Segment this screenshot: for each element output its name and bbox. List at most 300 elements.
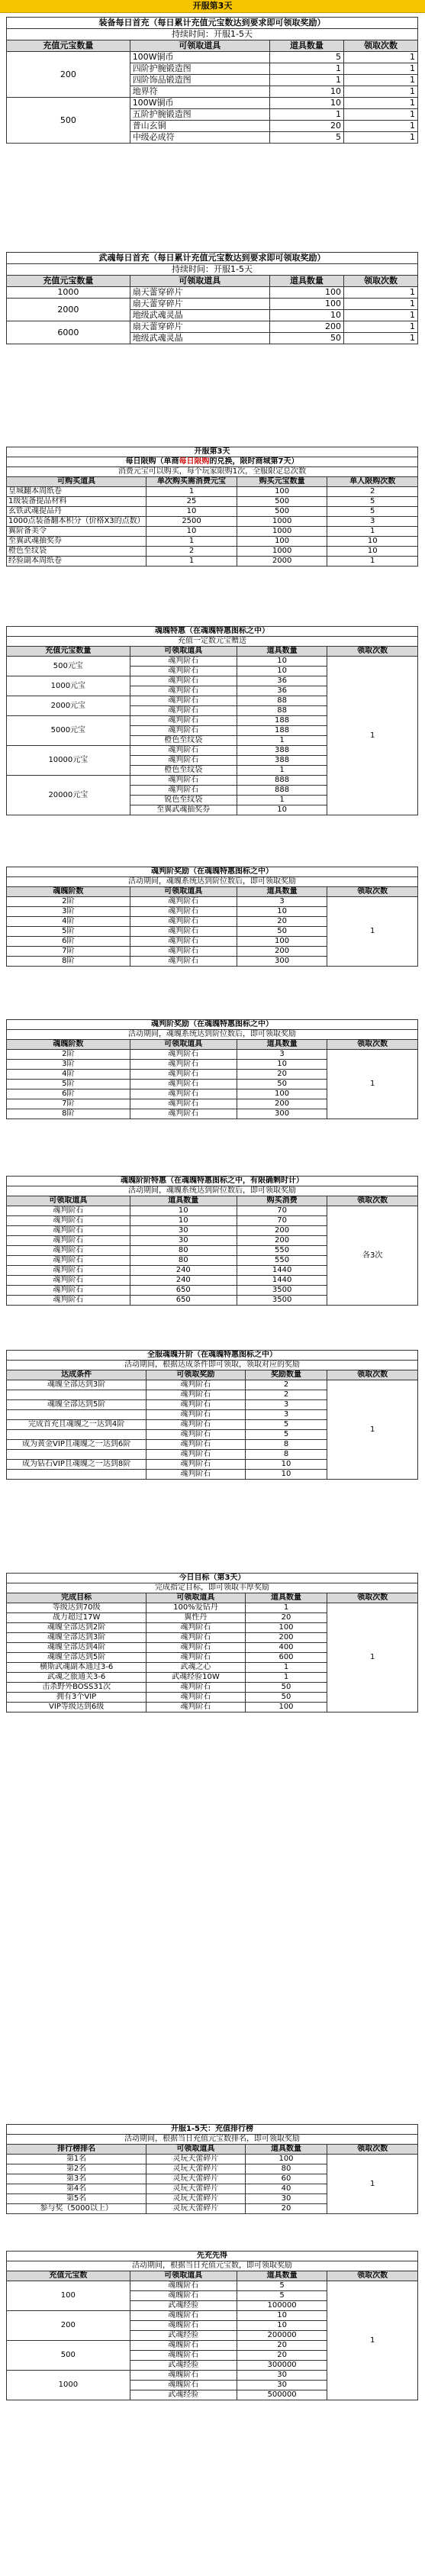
times-cell: 1 xyxy=(343,333,417,344)
times-cell: 各3次 xyxy=(327,1206,418,1306)
item-cell: 中级必成符 xyxy=(130,132,269,144)
col-header: 可购买道具 xyxy=(7,477,146,487)
limit-cell: 3 xyxy=(327,517,418,527)
price-cell: 1 xyxy=(146,487,237,497)
col-b-cell: 10 xyxy=(130,1206,237,1216)
col-a-cell: 第3名 xyxy=(7,2174,146,2184)
section-title: 魂魄特惠（在魂魄特惠图标之中） xyxy=(7,627,418,637)
item-cell: 魂魄阶石 xyxy=(130,2351,237,2361)
qty-cell: 500000 xyxy=(237,2390,327,2400)
amount-cell: 500 xyxy=(7,98,130,144)
amount-cell: 1000 xyxy=(7,287,130,299)
times-cell: 1 xyxy=(327,657,418,815)
item-cell: 魂判阶石 xyxy=(130,706,237,716)
qty-cell: 5 xyxy=(269,52,343,63)
times-cell: 1 xyxy=(343,109,417,121)
item-cell: 五阶护腕锻造图 xyxy=(130,109,269,121)
qty-cell: 10 xyxy=(237,657,327,667)
col-header: 领取次数 xyxy=(327,2145,418,2155)
col-header: 道具数量 xyxy=(245,2145,327,2155)
col-c-cell: 70 xyxy=(237,1216,327,1226)
top-title-bar xyxy=(0,0,425,13)
qty-cell: 10 xyxy=(237,805,327,815)
item-cell: 100W铜币 xyxy=(130,52,269,63)
table-row xyxy=(7,487,418,497)
col-c-cell: 1 xyxy=(245,1603,327,1613)
price-cell: 10 xyxy=(146,527,237,537)
price-cell: 2500 xyxy=(146,517,237,527)
table-row xyxy=(7,657,418,667)
item-cell: 1000点装备翻本积分（价格X3的点数） xyxy=(7,517,146,527)
server-upgrade-table xyxy=(6,1350,418,1480)
col-c-cell: 10 xyxy=(245,1460,327,1470)
amount-cell: 2000 xyxy=(7,299,130,321)
col-c-cell: 3 xyxy=(237,897,327,907)
table-row xyxy=(7,2281,418,2291)
col-b-cell: 灵玩天蕾碎片 xyxy=(146,2155,245,2164)
col-b-cell: 魂判阶石 xyxy=(130,1109,237,1119)
amount-cell: 10000元宝 xyxy=(7,746,130,776)
col-b-cell: 灵玩天蕾碎片 xyxy=(146,2164,245,2174)
table-row xyxy=(7,547,418,557)
col-a-cell: 魂魄全部达到5阶 xyxy=(7,1653,146,1663)
col-header: 领取次数 xyxy=(327,2271,418,2281)
qty-cell: 1 xyxy=(269,109,343,121)
item-cell: 玄铁武魂提品丹 xyxy=(7,507,146,517)
section-subtitle: 每日限购（单商每日限购的兑换，限时商城第7天） xyxy=(7,457,418,467)
col-a-cell: 第4名 xyxy=(7,2184,146,2194)
col-b-cell: 650 xyxy=(130,1296,237,1306)
section-title: 武魂每日首充（每日累计充值元宝数达到要求即可领取奖励） xyxy=(7,253,418,264)
qty-cell: 1 xyxy=(237,796,327,805)
col-a-cell: 6阶 xyxy=(7,937,130,947)
col-header: 达成条件 xyxy=(7,1370,146,1380)
col-b-cell: 魂判阶石 xyxy=(146,1703,245,1712)
col-c-cell: 200 xyxy=(237,1099,327,1109)
amount-cell: 200 xyxy=(7,52,130,98)
amount-cell: 1000 xyxy=(7,2371,130,2400)
col-c-cell: 30 xyxy=(245,2194,327,2204)
section-title: 开服1-5天：充值排行榜 xyxy=(7,2125,418,2135)
amount-cell: 100 xyxy=(237,487,327,497)
qty-cell: 10 xyxy=(269,310,343,321)
col-b-cell: 魂判阶石 xyxy=(146,1643,245,1653)
qty-cell: 100000 xyxy=(237,2301,327,2311)
amount-cell: 500 xyxy=(7,2341,130,2371)
qty-cell: 10 xyxy=(269,86,343,98)
col-header: 可领取道具 xyxy=(146,1593,245,1603)
col-c-cell: 20 xyxy=(237,917,327,927)
col-a-cell: 第5名 xyxy=(7,2194,146,2204)
col-c-cell: 80 xyxy=(245,2164,327,2174)
item-cell: 100W铜币 xyxy=(130,98,269,109)
amount-cell: 100 xyxy=(7,2281,130,2311)
col-a-cell: VIP等级达到6级 xyxy=(7,1703,146,1712)
col-b-cell: 80 xyxy=(130,1256,237,1266)
col-b-cell: 翼性丹 xyxy=(146,1613,245,1623)
col-c-cell: 3 xyxy=(245,1400,327,1410)
col-b-cell: 100%爱钻丹 xyxy=(146,1603,245,1613)
col-b-cell: 魂判阶石 xyxy=(130,917,237,927)
col-c-cell: 20 xyxy=(237,1070,327,1080)
col-b-cell: 魂判阶石 xyxy=(130,947,237,957)
times-cell: 1 xyxy=(327,1050,418,1119)
table-row xyxy=(7,507,418,517)
col-header: 道具数量 xyxy=(237,2271,327,2281)
col-c-cell: 10 xyxy=(245,1470,327,1480)
col-c-cell: 1 xyxy=(245,1673,327,1683)
col-header: 领取次数 xyxy=(343,276,417,287)
col-c-cell: 8 xyxy=(245,1450,327,1460)
col-a-cell: 6阶 xyxy=(7,1089,130,1099)
qty-cell: 5 xyxy=(237,2291,327,2301)
item-cell: 魂魄阶石 xyxy=(130,2381,237,2390)
col-a-cell: 第1名 xyxy=(7,2155,146,2164)
table-row xyxy=(7,1206,418,1216)
col-b-cell: 魂判阶石 xyxy=(130,897,237,907)
section-title: 魂判阶奖励（在魂魄特惠图标之中） xyxy=(7,1020,418,1030)
col-b-cell: 240 xyxy=(130,1266,237,1276)
col-header: 可领取道具 xyxy=(130,2271,237,2281)
col-c-cell: 60 xyxy=(245,2174,327,2184)
price-cell: 2 xyxy=(146,547,237,557)
item-cell: 四阶饰品锻造图 xyxy=(130,75,269,86)
item-cell: 魂魄阶石 xyxy=(130,2321,237,2331)
col-c-cell: 3500 xyxy=(237,1286,327,1296)
item-cell: 四阶护腕锻造图 xyxy=(130,63,269,75)
col-a-cell xyxy=(7,1430,146,1440)
item-cell: 魂判阶石 xyxy=(130,657,237,667)
section-note: 活动期间，根据当日充值元宝数，即可领取奖励 xyxy=(7,2261,418,2271)
amount-cell: 500 xyxy=(237,507,327,517)
item-cell: 魂判阶石 xyxy=(130,686,237,696)
col-header: 领取次数 xyxy=(327,1040,418,1050)
section-title: 今日目标（第3天） xyxy=(7,1574,418,1583)
qty-cell: 36 xyxy=(237,676,327,686)
col-a-cell: 4阶 xyxy=(7,917,130,927)
times-cell: 1 xyxy=(343,52,417,63)
col-a-cell: 成为黄金VIP且魂魄之一达到6阶 xyxy=(7,1440,146,1450)
col-header: 魂魄阶数 xyxy=(7,887,130,897)
section-title: 装备每日首充（每日累计充值元宝数达到要求即可领取奖励） xyxy=(7,18,418,29)
col-b-cell: 武魂之心 xyxy=(146,1663,245,1673)
col-a-cell: 成为钻石VIP且魂魄之一达到8阶 xyxy=(7,1460,146,1470)
limit-cell: 5 xyxy=(327,507,418,517)
col-header: 单次购买需消费元宝 xyxy=(146,477,237,487)
col-a-cell xyxy=(7,1410,146,1420)
col-a-cell: 8阶 xyxy=(7,1109,130,1119)
section-note: 活动期间，根据当日充值元宝数排名，即可领取奖励 xyxy=(7,2135,418,2145)
item-cell: 至翼武魂抽奖券 xyxy=(7,537,146,547)
col-a-cell: 魂判阶石 xyxy=(7,1256,130,1266)
item-cell: 魂判阶石 xyxy=(130,746,237,756)
col-c-cell: 2 xyxy=(245,1390,327,1400)
price-cell: 1 xyxy=(146,537,237,547)
col-c-cell: 5 xyxy=(245,1430,327,1440)
section-note: 活动期间，根据达成条件即可领取，领取对应的奖励 xyxy=(7,1361,418,1370)
times-cell: 1 xyxy=(327,2155,418,2214)
col-b-cell: 魂判阶石 xyxy=(146,1683,245,1693)
col-a-cell xyxy=(7,1450,146,1460)
qty-cell: 88 xyxy=(237,696,327,706)
col-header: 道具数量 xyxy=(245,1593,327,1603)
col-c-cell: 550 xyxy=(237,1256,327,1266)
qty-cell: 888 xyxy=(237,786,327,796)
times-cell: 1 xyxy=(343,121,417,132)
qty-cell: 1 xyxy=(269,75,343,86)
qty-cell: 1 xyxy=(237,736,327,746)
times-cell: 1 xyxy=(343,287,417,299)
col-b-cell: 魂判阶石 xyxy=(130,1080,237,1089)
section-note: 活动期间，魂魄系统达到阶位数后，即可领取奖励 xyxy=(7,1186,418,1196)
col-header: 道具数量 xyxy=(269,40,343,52)
col-b-cell: 魂判阶石 xyxy=(146,1653,245,1663)
col-b-cell: 魂判阶石 xyxy=(146,1400,245,1410)
first-come-table xyxy=(6,2251,418,2400)
item-cell: 武魂经验 xyxy=(130,2390,237,2400)
col-a-cell: 魂判阶石 xyxy=(7,1226,130,1236)
section-title: 魂判阶奖励（在魂魄特惠图标之中） xyxy=(7,867,418,877)
col-c-cell: 200 xyxy=(237,947,327,957)
qty-cell: 20 xyxy=(269,121,343,132)
item-cell: 魂判阶石 xyxy=(130,786,237,796)
hunpo-special-table xyxy=(6,626,418,815)
col-b-cell: 魂判阶石 xyxy=(146,1380,245,1390)
item-cell: 魂魄阶石 xyxy=(130,2311,237,2321)
col-header: 道具数量 xyxy=(237,1040,327,1050)
col-c-cell: 600 xyxy=(245,1653,327,1663)
table-row xyxy=(7,537,418,547)
hunpo-stage-table-2 xyxy=(6,1019,418,1119)
col-c-cell: 100 xyxy=(245,1623,327,1633)
col-a-cell: 3阶 xyxy=(7,907,130,917)
times-cell: 1 xyxy=(327,897,418,967)
col-a-cell: 等级达到70级 xyxy=(7,1603,146,1613)
col-c-cell: 200 xyxy=(237,1236,327,1246)
item-cell: 扇天蕾穿碎片 xyxy=(130,287,269,299)
section-note: 活动期间，魂魄系统达到阶位数后，即可领取奖励 xyxy=(7,1030,418,1040)
col-header: 充值元宝数 xyxy=(7,2271,130,2281)
times-cell: 1 xyxy=(343,98,417,109)
col-header: 购买消费 xyxy=(237,1196,327,1206)
item-cell: 1级装备提品材料 xyxy=(7,497,146,507)
col-c-cell: 1 xyxy=(245,1663,327,1673)
qty-cell: 20 xyxy=(237,2341,327,2351)
col-c-cell: 50 xyxy=(245,1683,327,1693)
table-row xyxy=(7,1603,418,1613)
col-b-cell: 650 xyxy=(130,1286,237,1296)
col-b-cell: 240 xyxy=(130,1276,237,1286)
item-cell: 魂魄阶石 xyxy=(130,2291,237,2301)
col-b-cell: 魂判阶石 xyxy=(130,1089,237,1099)
col-b-cell: 魂判阶石 xyxy=(146,1623,245,1633)
col-header: 可领取道具 xyxy=(130,647,237,657)
col-c-cell: 100 xyxy=(237,937,327,947)
col-b-cell: 魂判阶石 xyxy=(130,927,237,937)
col-a-cell: 5阶 xyxy=(7,927,130,937)
col-c-cell: 100 xyxy=(245,1703,327,1712)
col-a-cell xyxy=(7,1470,146,1480)
col-header: 领取次数 xyxy=(327,1196,418,1206)
col-b-cell: 魂判阶石 xyxy=(130,1060,237,1070)
col-c-cell: 40 xyxy=(245,2184,327,2194)
col-header: 可领取道具 xyxy=(130,887,237,897)
col-b-cell: 魂判阶石 xyxy=(146,1440,245,1450)
col-header: 领取次数 xyxy=(327,887,418,897)
col-header: 排行榜排名 xyxy=(7,2145,146,2155)
col-c-cell: 20 xyxy=(245,1613,327,1623)
col-header: 充值元宝数量 xyxy=(7,647,130,657)
table-row xyxy=(7,517,418,527)
col-c-cell: 50 xyxy=(245,1693,327,1703)
qty-cell: 5 xyxy=(269,132,343,144)
limit-cell: 2 xyxy=(327,487,418,497)
col-b-cell: 10 xyxy=(130,1216,237,1226)
col-a-cell: 魂判阶石 xyxy=(7,1266,130,1276)
qty-cell: 10 xyxy=(237,667,327,676)
col-c-cell: 3 xyxy=(237,1050,327,1060)
times-cell: 1 xyxy=(343,321,417,333)
col-c-cell: 550 xyxy=(237,1246,327,1256)
col-c-cell: 8 xyxy=(245,1440,327,1450)
col-c-cell: 1440 xyxy=(237,1266,327,1276)
col-c-cell: 300 xyxy=(237,1109,327,1119)
col-c-cell: 400 xyxy=(245,1643,327,1653)
col-b-cell: 魂判阶石 xyxy=(130,1050,237,1060)
item-cell: 魂判阶石 xyxy=(130,756,237,766)
col-b-cell: 魂判阶石 xyxy=(130,1099,237,1109)
table-row xyxy=(7,497,418,507)
item-cell: 武魂经验 xyxy=(130,2301,237,2311)
col-b-cell: 灵玩天蕾碎片 xyxy=(146,2194,245,2204)
col-c-cell: 3 xyxy=(245,1410,327,1420)
equip-first-charge-table xyxy=(6,17,418,144)
qty-cell: 888 xyxy=(237,776,327,786)
col-b-cell: 魂判阶石 xyxy=(146,1420,245,1430)
amount-cell: 1000 xyxy=(237,527,327,537)
table-row xyxy=(7,1380,418,1390)
col-a-cell: 魂判阶石 xyxy=(7,1206,130,1216)
amount-cell: 2000 xyxy=(237,557,327,567)
col-a-cell: 魂判阶石 xyxy=(7,1286,130,1296)
qty-cell: 10 xyxy=(237,2311,327,2321)
col-a-cell: 魂魄全部达到4阶 xyxy=(7,1643,146,1653)
item-cell: 至翼武魂抽奖券 xyxy=(130,805,237,815)
times-cell: 1 xyxy=(343,132,417,144)
qty-cell: 100 xyxy=(269,299,343,310)
col-b-cell: 魂判阶石 xyxy=(130,1070,237,1080)
qty-cell: 300000 xyxy=(237,2361,327,2371)
times-cell: 1 xyxy=(343,310,417,321)
qty-cell: 188 xyxy=(237,726,327,736)
col-b-cell: 80 xyxy=(130,1246,237,1256)
price-cell: 10 xyxy=(146,507,237,517)
item-cell: 武魂经验 xyxy=(130,2331,237,2341)
col-c-cell: 20 xyxy=(245,2204,327,2214)
item-cell: 魂魄阶石 xyxy=(130,2371,237,2381)
col-header: 可领取奖励 xyxy=(146,1370,245,1380)
col-b-cell: 灵玩天蕾碎片 xyxy=(146,2204,245,2214)
times-cell: 1 xyxy=(327,1603,418,1712)
table-row xyxy=(7,527,418,537)
amount-cell: 6000 xyxy=(7,321,130,344)
col-b-cell: 30 xyxy=(130,1226,237,1236)
qty-cell: 388 xyxy=(237,746,327,756)
col-header: 道具数量 xyxy=(237,647,327,657)
col-header: 单人限购次数 xyxy=(327,477,418,487)
section-title: 全服魂魄升阶（在魂魄特惠图标之中） xyxy=(7,1351,418,1361)
times-cell: 1 xyxy=(327,2281,418,2400)
qty-cell: 10 xyxy=(237,2321,327,2331)
amount-cell: 500 xyxy=(237,497,327,507)
col-a-cell: 2阶 xyxy=(7,897,130,907)
col-header: 道具数量 xyxy=(130,1196,237,1206)
col-b-cell: 魂判阶石 xyxy=(146,1410,245,1420)
times-cell: 1 xyxy=(343,75,417,86)
col-c-cell: 100 xyxy=(237,1089,327,1099)
col-header: 可领取道具 xyxy=(130,1040,237,1050)
times-cell: 1 xyxy=(343,63,417,75)
col-a-cell: 7阶 xyxy=(7,1099,130,1109)
times-cell: 1 xyxy=(327,1380,418,1480)
item-cell: 魂判阶石 xyxy=(130,776,237,786)
item-cell: 橙色至纹袋 xyxy=(7,547,146,557)
col-b-cell: 魂判阶石 xyxy=(146,1390,245,1400)
item-cell: 地级武魂灵晶 xyxy=(130,310,269,321)
col-header: 可领取道具 xyxy=(130,40,269,52)
item-cell: 魂判阶石 xyxy=(130,667,237,676)
daily-limit-table xyxy=(6,447,418,567)
col-a-cell: 参与奖（5000以上） xyxy=(7,2204,146,2214)
col-b-cell: 魂判阶石 xyxy=(146,1460,245,1470)
col-a-cell: 魂判阶石 xyxy=(7,1236,130,1246)
col-c-cell: 10 xyxy=(237,1060,327,1070)
amount-cell: 1000元宝 xyxy=(7,676,130,696)
price-cell: 25 xyxy=(146,497,237,507)
col-a-cell: 4阶 xyxy=(7,1070,130,1080)
col-a-cell: 7阶 xyxy=(7,947,130,957)
section-duration: 持续时间：开服1-5天 xyxy=(7,29,418,40)
col-c-cell: 50 xyxy=(237,1080,327,1089)
section-duration: 持续时间：开服1-5天 xyxy=(7,264,418,276)
times-cell: 1 xyxy=(343,299,417,310)
col-a-cell: 战力超过17W xyxy=(7,1613,146,1623)
col-c-cell: 100 xyxy=(245,2155,327,2164)
item-cell: 魂判阶石 xyxy=(130,726,237,736)
item-cell: 魂判阶石 xyxy=(130,676,237,686)
col-c-cell: 50 xyxy=(237,927,327,937)
col-b-cell: 魂判阶石 xyxy=(146,1450,245,1460)
col-a-cell: 第2名 xyxy=(7,2164,146,2174)
amount-cell: 200 xyxy=(7,2311,130,2341)
hunpo-stage-special-table xyxy=(6,1176,418,1306)
qty-cell: 20 xyxy=(237,2351,327,2361)
col-a-cell: 魂判阶石 xyxy=(7,1216,130,1226)
item-cell: 地级武魂灵晶 xyxy=(130,333,269,344)
amount-cell: 1000 xyxy=(237,517,327,527)
qty-cell: 200000 xyxy=(237,2331,327,2341)
item-cell: 橙色至纹袋 xyxy=(130,766,237,776)
col-a-cell: 击杀野外BOSS31次 xyxy=(7,1683,146,1693)
section-title: 魂魄阶阶特惠（在魂魄特惠图标之中，有限确剩时计） xyxy=(7,1177,418,1186)
amount-cell: 1000 xyxy=(237,547,327,557)
item-cell: 锐色至纹袋 xyxy=(130,796,237,805)
col-header: 可领取道具 xyxy=(146,2145,245,2155)
qty-cell: 188 xyxy=(237,716,327,726)
col-header: 魂魄阶数 xyxy=(7,1040,130,1050)
qty-cell: 1 xyxy=(237,766,327,776)
col-a-cell: 魂魄全部达到3阶 xyxy=(7,1380,146,1390)
